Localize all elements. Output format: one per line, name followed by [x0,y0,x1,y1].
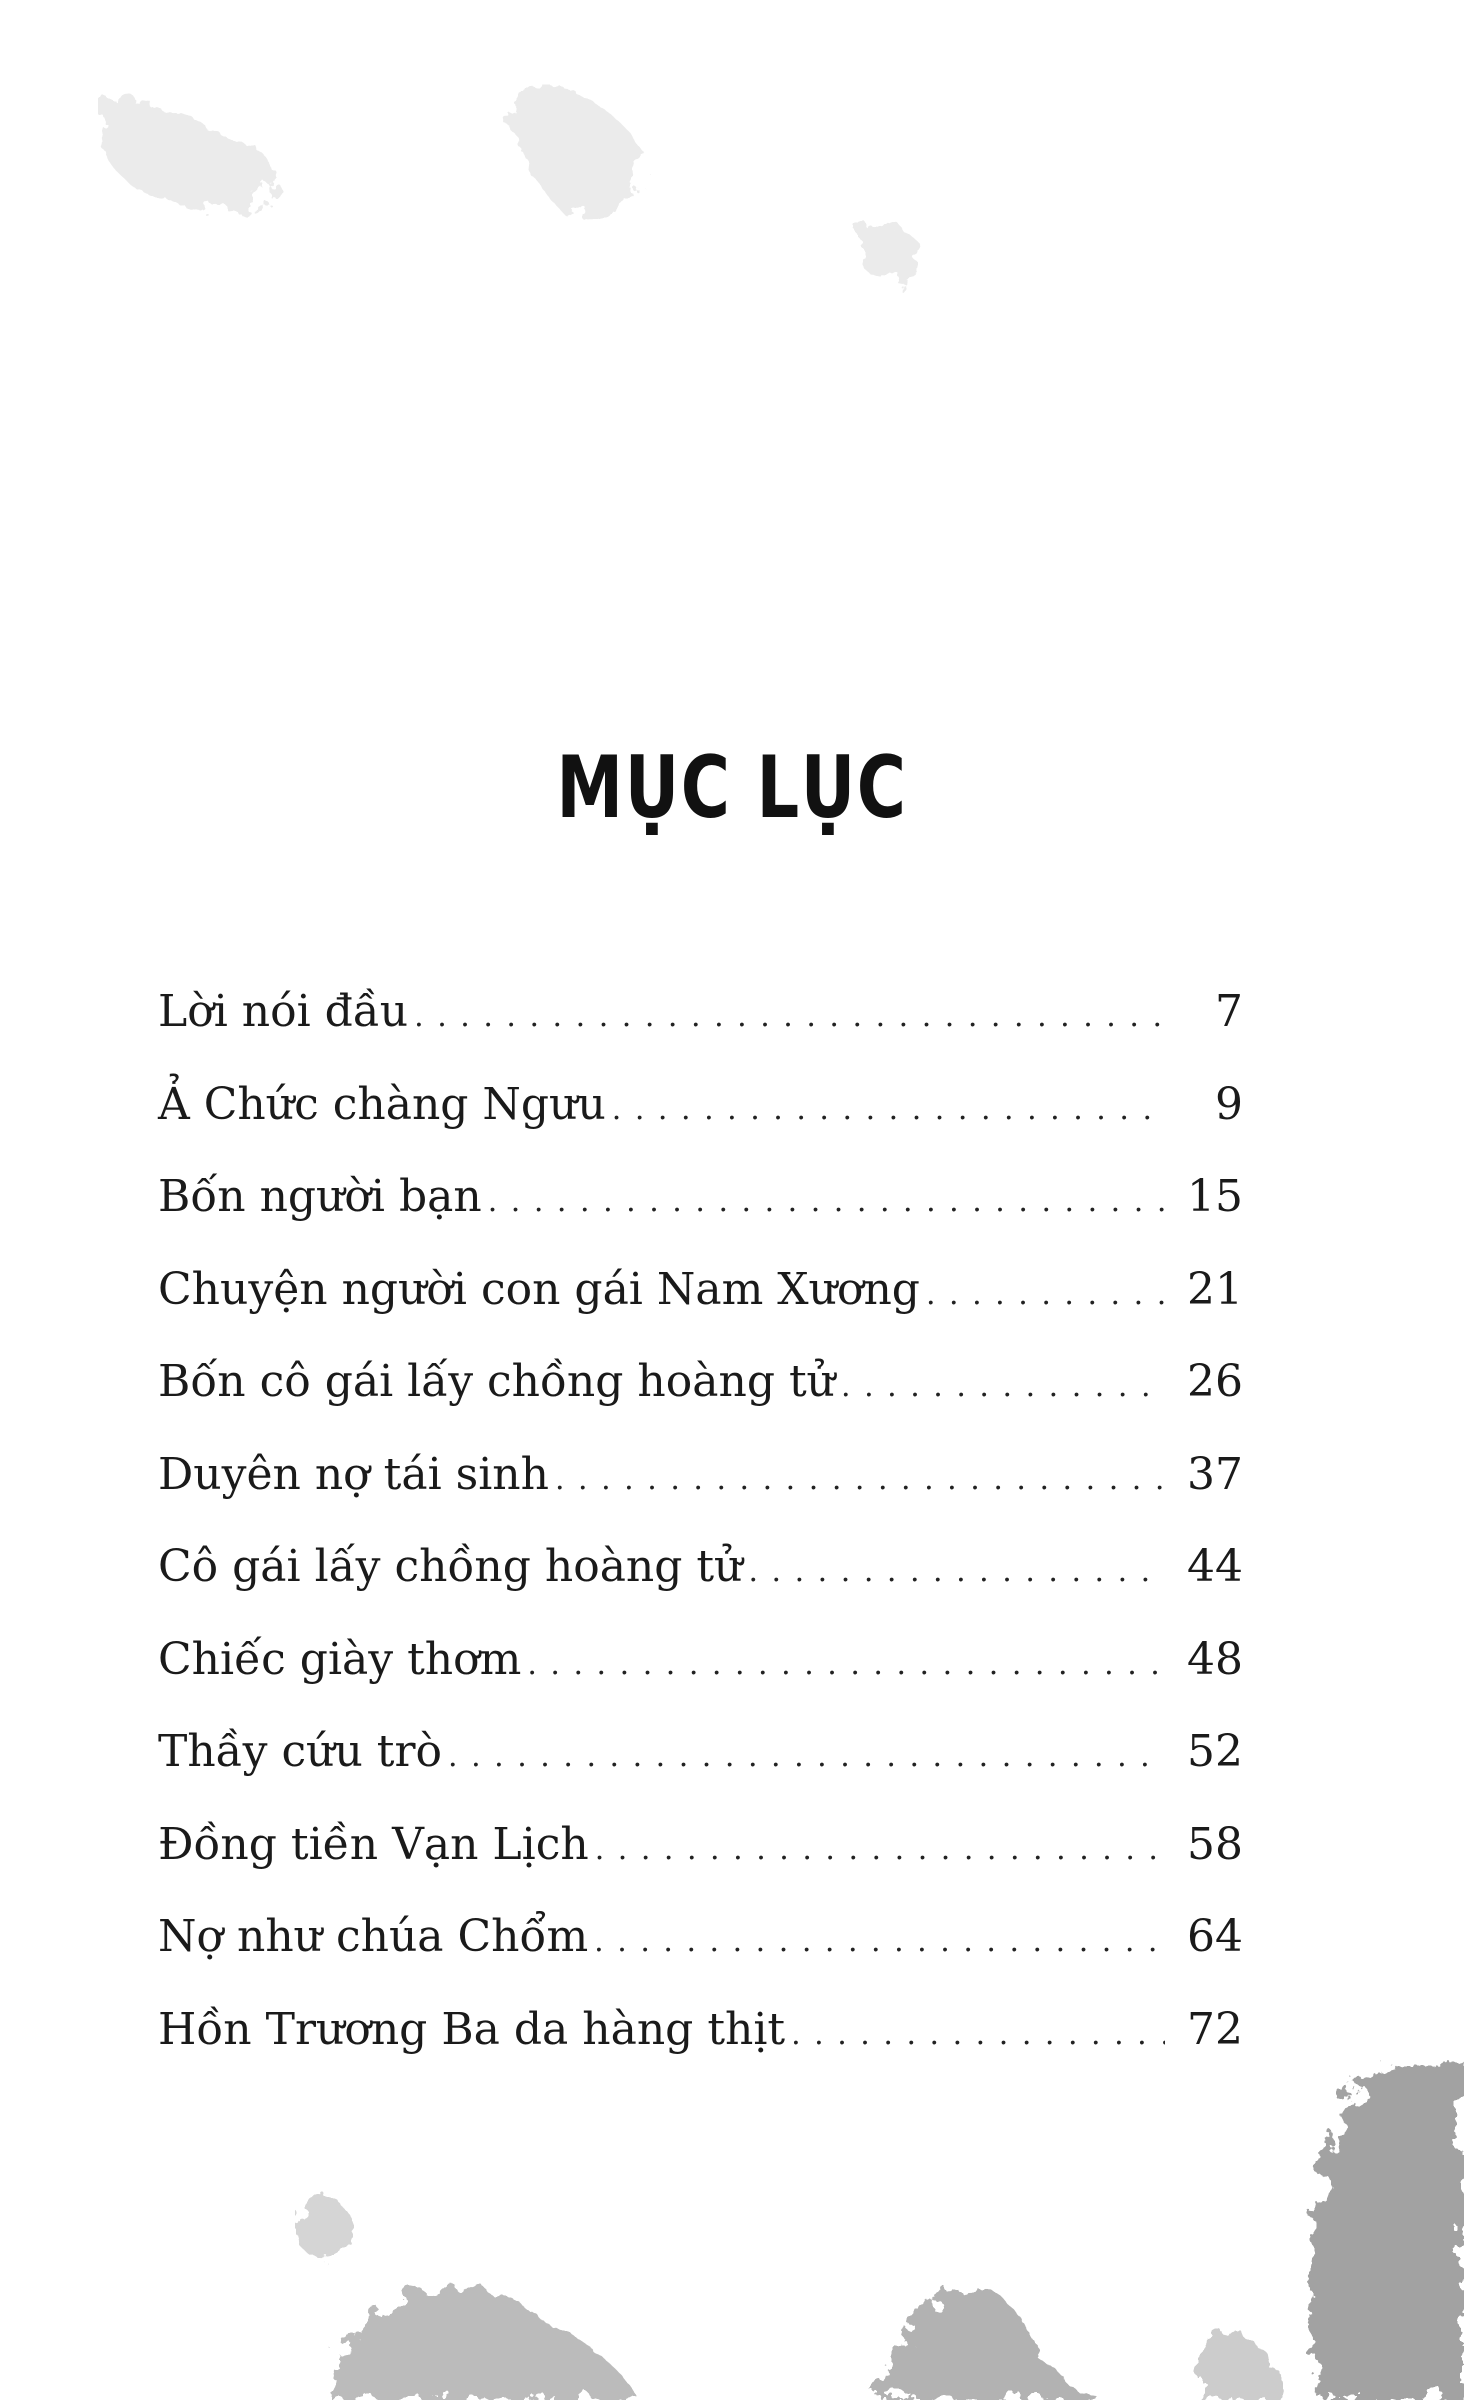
toc-dot-leader [527,1635,1165,1695]
toc-page-number: 15 [1187,1171,1243,1222]
page-title: MỤC LỤC [556,737,908,838]
toc-entry[interactable] [158,1352,1243,1445]
toc-page-number: 9 [1215,1078,1243,1130]
toc-page-number: 52 [1187,1726,1243,1777]
toc-entry[interactable] [158,1815,1243,1908]
toc-entry-title: Bốn người bạn [158,1171,482,1222]
toc-page-number: 64 [1187,1911,1243,1962]
toc-entry-title: Chuyện người con gái Nam Xương [158,1263,920,1315]
toc-entry-title: Cô gái lấy chồng hoàng tử [158,1541,743,1592]
toc-page-number: 48 [1187,1633,1243,1685]
toc-entry[interactable] [158,1630,1243,1723]
toc-entry[interactable] [158,1167,1243,1260]
toc-dot-leader [488,1172,1165,1232]
toc-entry[interactable] [158,1722,1243,1815]
toc-entry[interactable] [158,2000,1243,2093]
toc-entry-title: Duyên nợ tái sinh [158,1448,549,1500]
toc-dot-leader [414,987,1165,1047]
toc-entry-title: Đồng tiền Vạn Lịch [158,1818,589,1870]
toc-entry[interactable] [158,1445,1243,1538]
toc-dot-leader [612,1080,1165,1140]
toc-entry-title: Hồn Trương Ba da hàng thịt [158,2003,786,2055]
toc-entry-title: Lời nói đầu [158,986,409,1037]
bottom-ink-rocks [295,2060,1464,2400]
toc-dot-leader [595,1820,1165,1880]
toc-entry-title: Ả Chức chàng Ngưu [158,1078,606,1130]
toc-dot-leader [748,1542,1165,1602]
toc-page-number: 26 [1187,1356,1243,1407]
top-ink-wash [98,85,921,283]
toc-page-number: 44 [1187,1541,1243,1592]
toc-page-number: 7 [1215,986,1243,1037]
toc-dot-leader [841,1357,1165,1417]
table-of-contents [158,982,1243,2092]
toc-entry[interactable] [158,1260,1243,1353]
toc-entry-title: Thầy cứu trò [158,1726,443,1777]
toc-dot-leader [926,1265,1165,1325]
toc-dot-leader [791,2005,1165,2065]
toc-entry-title: Chiếc giày thơm [158,1633,522,1685]
toc-entry-title: Nợ như chúa Chổm [158,1911,589,1962]
toc-page-number: 58 [1187,1818,1243,1870]
toc-page-number: 21 [1187,1263,1243,1315]
toc-dot-leader [594,1912,1165,1972]
toc-entry-title: Bốn cô gái lấy chồng hoàng tử [158,1356,835,1407]
toc-entry[interactable] [158,1075,1243,1168]
toc-dot-leader [448,1727,1165,1787]
toc-entry[interactable] [158,1537,1243,1630]
toc-entry[interactable] [158,1907,1243,2000]
toc-page-number: 37 [1187,1448,1243,1500]
toc-entry[interactable] [158,982,1243,1075]
toc-dot-leader [555,1450,1165,1510]
toc-page-number: 72 [1187,2003,1243,2055]
